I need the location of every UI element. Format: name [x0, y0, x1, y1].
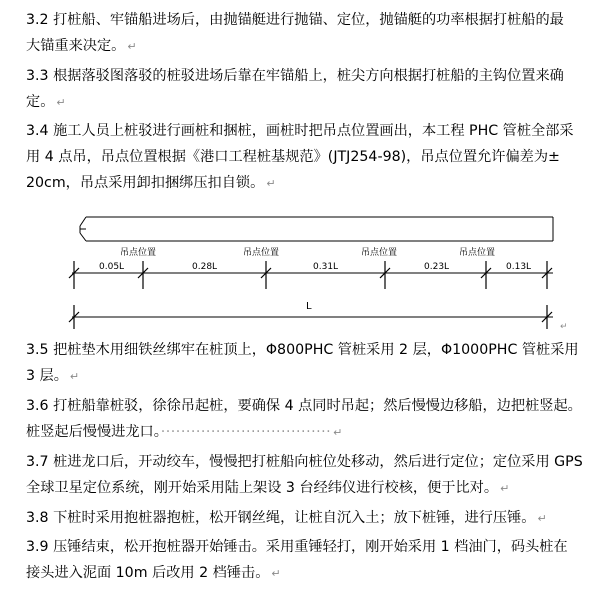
segment-label: 0.23L: [424, 262, 450, 272]
paragraph-3-7: [26, 449, 586, 502]
paragraph-mark: ↵: [69, 370, 80, 383]
text-line: 用 4 点吊，吊点位置根据《港口工程桩基规范》(JTJ254-98)，吊点位置允许偏差为±: [26, 149, 560, 165]
total-length-label: L: [306, 301, 312, 312]
paragraph-3-9: [26, 534, 586, 587]
lift-point-label: 吊点位置: [243, 248, 280, 258]
paragraph-mark: ↵: [560, 322, 568, 332]
text-line: 3.2 打桩船、牢锚船进场后，由抛锚艇进行抛锚、定位，抛锚艇的功率根据打桩船的最: [26, 12, 564, 28]
segment-label: 0.13L: [506, 262, 532, 272]
paragraph-3-6: [26, 393, 586, 446]
paragraph-mark: ↵: [500, 482, 510, 495]
text-line: 3 层。 ↵: [26, 368, 80, 384]
paragraph-3-2: [26, 7, 586, 60]
lift-point-label: 吊点位置: [361, 248, 398, 258]
paragraph-3-3: [26, 63, 586, 116]
lift-point-label: 吊点位置: [120, 248, 157, 258]
paragraph-mark: ↵: [537, 512, 547, 525]
text-line: 3.6 打桩船靠桩驳，徐徐吊起桩，要确保 4 点同时吊起；然后慢慢边移船，边把桩竖起。: [26, 398, 582, 414]
dimension-ticks: [69, 261, 552, 289]
lift-point-label: 吊点位置: [459, 248, 496, 258]
text-line: 接头进入泥面 10m 后改用 2 档锤击。 ↵: [26, 565, 281, 581]
pile-lifting-diagram: [0, 205, 605, 340]
text-line: 全球卫星定位系统，刚开始采用陆上架设 3 台经纬仪进行校核，便于比对。 ↵: [26, 480, 510, 496]
dot-leader: ··································: [160, 424, 332, 440]
segment-label: 0.05L: [99, 262, 125, 272]
paragraph-3-4: [26, 118, 586, 197]
pile-body: [80, 217, 553, 241]
text-line: 定。 ↵: [26, 94, 66, 110]
text-line: 3.3 根据落驳图落驳的桩驳进场后靠在牢锚船上，桩尖方向根据打桩船的主钩位置来确: [26, 68, 564, 84]
segment-label: 0.28L: [192, 262, 218, 272]
segment-label: 0.31L: [313, 262, 339, 272]
paragraph-mark: ↵: [271, 567, 281, 580]
paragraph-mark: ↵: [333, 426, 343, 439]
text-line: 3.9 压锤结束，松开抱桩器开始锤击。采用重锤轻打，刚开始采用 1 档油门，码头桩在: [26, 539, 568, 555]
text-line: 20cm，吊点采用卸扣捆绑压扣自锁。 ↵: [26, 175, 276, 191]
text-line: 3.7 桩进龙口后，开动绞车，慢慢把打桩船向桩位处移动，然后进行定位；定位采用 GPS: [26, 454, 583, 470]
text-line: 3.8 下桩时采用抱桩器抱桩，松开钢丝绳，让桩自沉入土；放下桩锤，进行压锤。 ↵: [26, 510, 547, 526]
paragraph-mark: ↵: [266, 177, 276, 190]
text-line: 大锚重来决定。 ↵: [26, 38, 137, 54]
paragraph-mark: ↵: [127, 40, 137, 53]
text-line: 桩竖起后慢慢进龙口。·································· ↵: [26, 424, 343, 440]
text-line: 3.4 施工人员上桩驳进行画桩和捆桩，画桩时把吊点位置画出，本工程 PHC 管桩全部采: [26, 123, 574, 139]
text-line: 3.5 把桩垫木用细铁丝绑牢在桩顶上，Φ800PHC 管桩采用 2 层，Φ1000PHC 管桩采用: [26, 342, 579, 358]
paragraph-3-8: [26, 505, 586, 532]
paragraph-3-5: [26, 337, 586, 390]
paragraph-mark: ↵: [56, 96, 66, 109]
